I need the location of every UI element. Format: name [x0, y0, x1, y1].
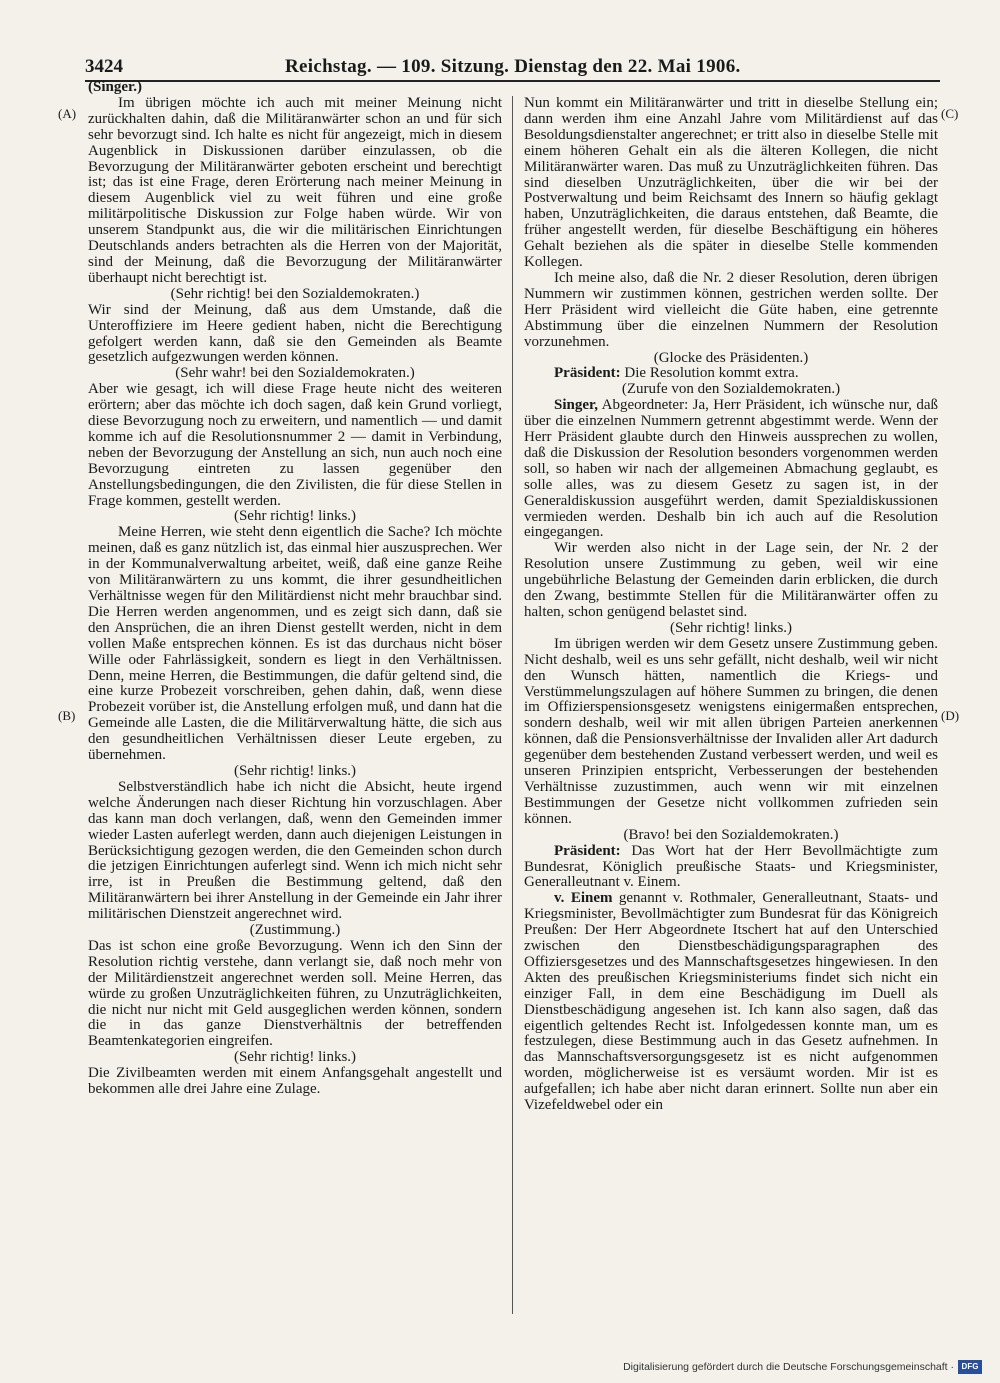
speech-paragraph — [524, 891, 938, 1114]
speaker-tag: (Singer.) — [88, 79, 143, 95]
margin-marker-c: (C) — [941, 106, 959, 121]
paragraph: Meine Herren, wie steht denn eigentlich die Sache? Ich möchte meinen, daß es ganz nützlich ist, das einmal hier auszusprechen. Wer in der Kommunalverwaltung arbeitet, weiß, daß eine ganze Reihe von Militäranwärtern zu uns kommt, die ihrer gesundheitlichen Verhältnisse wegen für den Militärdienst nicht mehr brauchbar sind. Die Herren werden angenommen, und es zeigt sich dann, daß sie den Ansprüchen, die an ihren Dienst gestellt werden, nicht in dem vollen Maße entsprechen können. Es ist das durchaus nicht böser Wille oder Fahrlässigkeit, sondern es liegt in den Verhältnissen. Denn, meine Herren, die Bestimmungen, die dafür geltend sind, die eine kurze Probezeit vorschreiben, gehen dahin, daß, wenn diese Probezeit vorüber ist, die Anstellung erfolgen muß, und dann hat die Gemeinde alle Lasten, die die Militärverwaltung hätte, die sich aus den gesundheitlichen Verhältnissen dieser Leute ergeben, zu übernehmen. — [88, 524, 502, 764]
speaker-name: Präsident: — [554, 365, 621, 382]
speech-text: genannt v. Rothmaler, Generalleutnant, Staats- und Kriegsminister, Bevollmächtigter zum Bundesrat für das Königreich Preußen: Der Herr Abgeordnete Itschert hat auf den Unterschied zwischen den Dienstbeschädigungsparagraphen des Offiziersgesetzes und des Mannschaftsgesetzes hingewiesen. In den Akten des preußischen Kriegsministeriums findet sich nicht ein einziger Fall, in dem eine Beschädigung im Duell als Dienstbeschädigung angesehen ist. Ich kann also sagen, daß das eigentlich geltendes Recht ist. Infolgedessen konnte man, um es festzulegen, diese Bestimmung auch in das Gesetz aufnehmen. In das Mannschaftsversorgungsgesetz ist es nicht aufgenommen worden, möglicherweise ist es versäumt worden. Mir ist es aufgefallen; ich habe aber nicht daran erinnert. Sollte nun aber ein Vizefeldwebel oder ein — [524, 890, 938, 1114]
speech-text: Das Wort hat der Herr Bevollmächtigte zum Bundesrat, Königlich preußische Staats- und Kriegsminister, Generalleutnant v. Einem. — [524, 842, 938, 891]
dfg-logo: DFG — [958, 1360, 982, 1374]
speech-text: Abgeordneter: Ja, Herr Präsident, ich wünsche nur, daß über die einzelnen Nummern getrennt abgestimmt werde. Wenn der Herr Präsident glaubte durch den Hinweis aussprechen zu wollen, daß die Diskussion der Resolution besonders vorgenommen werden soll, so haben wir nach der allgemeinen Abmachung geglaubt, es solle alles, was zu diesem Gesetz zu sagen ist, in der Generaldiskussion ausgeführt werden, damit Spezialdiskussionen vermieden werden. Deshalb bin ich auch auf die Resolution eingegangen. — [524, 397, 938, 541]
running-title: Reichstag. — 109. Sitzung. Dienstag den 22. Mai 1906. — [285, 56, 741, 77]
paragraph: Wir werden also nicht in der Lage sein, der Nr. 2 der Resolution unsere Zustimmung zu geben, weil wir eine ungebührliche Belastung der Gemeinden darin erblicken, die durch den Zwang, bestimmte Stellen für die Militäranwärter offen zu halten, schon genügend belastet sind. — [524, 540, 938, 620]
speech-paragraph — [524, 844, 938, 892]
left-column — [88, 80, 502, 1098]
margin-marker-a: (A) — [58, 106, 77, 121]
margin-marker-d: (D) — [941, 708, 960, 723]
interjection: (Sehr richtig! bei den Sozialdemokraten.) — [170, 285, 420, 302]
page-header — [85, 56, 940, 82]
paragraph: Ich meine also, daß die Nr. 2 dieser Resolution, deren übrigen Nummern wir zustimmen können, gestrichen werden sollte. Der Herr Präsident wird vielleicht die Güte haben, eine getrennte Abstimmung über die einzelnen Nummern der Resolution vorzunehmen. — [524, 269, 938, 350]
paragraph: Das ist schon eine große Bevorzugung. Wenn ich den Sinn der Resolution richtig verstehe, dann verlangt sie, daß noch mehr von der Militärdienstzeit angerechnet werden soll. Meine Herren, das würde zu großen Unzuträglichkeiten führen, zu Unzuträglichkeiten, die nicht nur nicht mit Geld ausgeglichen werden können, sondern die in das ganze Dienstverhältnis der betreffenden Beamtenkategorien eingreifen. — [88, 937, 502, 1050]
speaker-name: Präsident: — [554, 842, 621, 859]
interjection: (Glocke des Präsidenten.) — [653, 349, 809, 366]
interjection: (Sehr richtig! links.) — [233, 1049, 357, 1066]
paragraph: Nun kommt ein Militäranwärter und tritt in dieselbe Stellung ein; dann werden ihm eine Anzahl Jahre vom Militärdienst auf das Besoldungsdienstalter angerechnet; er tritt also in dieselbe Stelle mit einem höheren Gehalt ein als die älteren Kollegen, die nicht Militäranwärter waren. Das muß zu Unzuträglichkeiten führen. Das sind dieselben Unzuträglichkeiten, über die wir bei der Postverwaltung und beim Reichsamt des Innern so häufig geklagt haben, Unzuträglichkeiten, die daraus entstehen, daß Beamte, die früher angestellt werden, für dieselbe Beschäftigung ein höheres Gehalt beziehen als die später in dieselbe Stelle kommenden Kollegen. — [524, 95, 938, 271]
speech-paragraph — [524, 398, 938, 541]
interjection: (Sehr richtig! links.) — [669, 619, 793, 636]
page-number: 3424 — [85, 56, 123, 77]
funding-note: Digitalisierung gefördert durch die Deutsche Forschungsgemeinschaft · — [623, 1361, 954, 1373]
right-column — [524, 96, 938, 1114]
speech-text: Die Resolution kommt extra. — [620, 365, 799, 382]
column-divider — [512, 96, 513, 1314]
paragraph: Selbstverständlich habe ich nicht die Absicht, heute irgend welche Änderungen nach dieser Richtung hin vorzuschlagen. Aber das kann man doch verlangen, daß, wenn den Gemeinden immer wieder Lasten auferlegt werden, dann auch diejenigen Leistungen in Berücksichtigung gezogen werden, die den Gemeinden schon durch die jetzigen Einrichtungen auferlegt sind. Wenn ich mich nicht sehr irre, ist in Preußen die Bestimmung geltend, daß den Militäranwärtern bei ihrer Anstellung in der Gemeinde ein Jahr ihrer militärischen Dienstzeit angerechnet wird. — [88, 778, 502, 923]
footer — [590, 1360, 990, 1376]
interjection: (Bravo! bei den Sozialdemokraten.) — [623, 826, 839, 843]
speech-paragraph — [524, 366, 938, 382]
paragraph: Die Zivilbeamten werden mit einem Anfangsgehalt angestellt und bekommen alle drei Jahre eine Zulage. — [88, 1065, 502, 1098]
paragraph: Im übrigen werden wir dem Gesetz unsere Zustimmung geben. Nicht deshalb, weil es uns sehr gefällt, nicht deshalb, weil wir nicht den Wunsch hätten, namentlich die Kriegs- und Verstümmelungszulagen auf höhere Summen zu bringen, die denen im Offizierspensionsgesetz wenigstens einigermaßen entsprechen, sondern deshalb, weil wir mit allen übrigen Parteien anerkennen können, daß die Pensionsverhältnisse der Invaliden aller Art dadurch gegenüber dem bestehenden Zustand verbessert werden, und weil es unseren Prinzipien entspricht, Verbesserungen der bestehenden Verhältnisse zuzustimmen, auch wenn wir mit einzelnen Bestimmungen der Gesetze nicht vollkommen zufrieden sein können. — [524, 635, 938, 827]
paragraph: Wir sind der Meinung, daß aus dem Umstande, daß die Unteroffiziere im Heere gedient haben, nicht die Berechtigung gefolgert werden kann, daß sie den Gemeinden als Beamte gesetzlich aufgezwungen werden können. — [88, 301, 502, 366]
margin-marker-b: (B) — [58, 708, 76, 723]
speaker-name: v. Einem — [554, 890, 613, 907]
speaker-name: Singer, — [554, 397, 599, 414]
interjection: (Zurufe von den Sozialdemokraten.) — [621, 381, 841, 398]
interjection: (Sehr richtig! links.) — [233, 508, 357, 525]
interjection: (Zustimmung.) — [249, 922, 341, 939]
interjection: (Sehr wahr! bei den Sozialdemokraten.) — [175, 365, 415, 382]
interjection: (Sehr richtig! links.) — [233, 762, 357, 779]
paragraph: Aber wie gesagt, ich will diese Frage heute nicht des weiteren erörtern; aber das möchte ich doch sagen, daß kein Grund vorliegt, diese Bevorzugung noch zu erweitern, und namentlich — und damit komme ich auf die Resolutionsnummer 2 — damit in Verbindung, neben der Bevorzugung der Anstellung an sich, nun auch noch eine Bevorzugung eintreten zu lassen gegenüber den Anstellungsbedingungen, die den Zivilisten, die für diese Stellen in Frage kommen, gestellt werden. — [88, 381, 502, 509]
paragraph: Im übrigen möchte ich auch mit meiner Meinung nicht zurückhalten dahin, daß die Militäranwärter schon an und für sich sehr bevorzugt sind. Ich halte es nicht für angezeigt, mich in diesem Augenblick in Diskussionen darüber einzulassen, ob die Bevorzugung der Militäranwärter geboten erscheint und berechtigt ist; das ist eine Frage, deren Erörterung nach meiner Meinung in diesem Augenblick viel zu weit führen und eine große militärpolitische Diskussion zur Folge haben würde. Wir von unserem Standpunkt aus, die wir die militärischen Einrichtungen Deutschlands anders betrachten als die Herren von der Majorität, sind der Meinung, daß die Bevorzugung der Militäranwärter überhaupt nicht berechtigt ist. — [88, 94, 502, 286]
